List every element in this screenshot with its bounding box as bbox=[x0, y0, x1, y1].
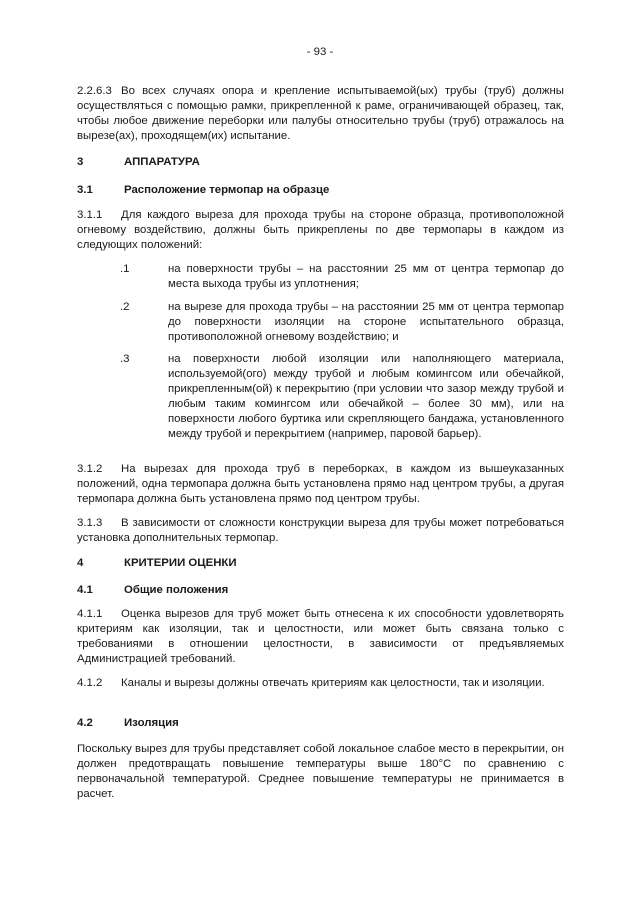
paragraph-text: На вырезах для прохода труб в переборках, в каждом из вышеуказанных положений, одна термопара должна быть установлена прямо над центром трубы, а другая термопара должна быть установлена прямо под центром трубы. bbox=[77, 463, 564, 505]
list-item-text: на поверхности трубы – на расстоянии 25 мм от центра термопар до места выхода трубы из уплотнения; bbox=[168, 263, 564, 290]
section-title: Общие положения bbox=[124, 584, 229, 596]
section-3-heading bbox=[77, 155, 564, 170]
paragraph-number: 3.1.1 bbox=[77, 209, 103, 221]
paragraph-text: Поскольку вырез для трубы представляет собой локальное слабое место в перекрытии, он должен предотвращать повышение температуры выше 180°C по сравнению с первоначальной температурой. Среднее повышение температуры не принимается в расчет. bbox=[77, 743, 564, 800]
paragraph-text: Оценка вырезов для труб может быть отнесена к их способности удовлетворять критериям как изоляции, так и целостности, или может быть связана только с требованиями в отношении целостности, в зависимости от предъявляемых Администрацией требований. bbox=[77, 608, 564, 665]
paragraph-text: Каналы и вырезы должны отвечать критериям как целостности, так и изоляции. bbox=[121, 677, 545, 689]
list-item-number: .1 bbox=[120, 263, 130, 275]
section-4-2-heading bbox=[77, 716, 564, 731]
section-number: 3 bbox=[77, 156, 84, 168]
paragraph-number: 4.1.2 bbox=[77, 677, 103, 689]
section-4-1-heading bbox=[77, 583, 564, 598]
section-number: 3.1 bbox=[77, 184, 93, 196]
list-item bbox=[120, 262, 564, 292]
page-number: - 93 - bbox=[306, 46, 334, 58]
list-item bbox=[120, 300, 564, 345]
paragraph-number: 4.1.1 bbox=[77, 608, 103, 620]
list-item-number: .2 bbox=[120, 301, 130, 313]
paragraph-4-1-1 bbox=[77, 607, 564, 667]
paragraph-number: 2.2.6.3 bbox=[77, 85, 112, 97]
section-4-heading bbox=[77, 556, 564, 571]
paragraph-3-1-1 bbox=[77, 208, 564, 253]
paragraph-3-1-2 bbox=[77, 462, 564, 507]
list-item-text: на поверхности любой изоляции или наполняющего материала, используемой(ого) между трубой и любым комингсом или обечайкой, прикрепленным(ой) к перекрытию (при условии что зазор между трубой и любым таким комингсом или обечайкой – более 30 мм), или на поверхности любого буртика или скрепляющего бандажа, установленного между трубой и перекрытием (например, паровой барьер). bbox=[168, 353, 564, 440]
section-title: КРИТЕРИИ ОЦЕНКИ bbox=[124, 557, 237, 569]
paragraph-4-1-2 bbox=[77, 676, 564, 691]
paragraph-3-1-3 bbox=[77, 516, 564, 546]
section-title: АППАРАТУРА bbox=[124, 156, 200, 168]
paragraph-text: Для каждого выреза для прохода трубы на стороне образца, противоположной огневому воздействию, должны быть прикреплены по две термопары в каждом из следующих положений: bbox=[77, 209, 564, 251]
paragraph-number: 3.1.3 bbox=[77, 517, 103, 529]
paragraph-4-2 bbox=[77, 742, 564, 802]
section-number: 4 bbox=[77, 557, 84, 569]
paragraph-number: 3.1.2 bbox=[77, 463, 103, 475]
paragraph-text: В зависимости от сложности конструкции выреза для трубы может потребоваться установка дополнительных термопар. bbox=[77, 517, 564, 544]
paragraph-2-2-6-3 bbox=[77, 84, 564, 144]
paragraph-text: Во всех случаях опора и крепление испытываемой(ых) трубы (труб) должны осуществляться с помощью рамки, прикрепленной к раме, ограничивающей образец, так, чтобы любое движение переборки или палубы относительно трубы (труб) отражалось на вырезе(ах), проходящем(их) испытание. bbox=[77, 85, 564, 142]
section-number: 4.1 bbox=[77, 584, 93, 596]
section-3-1-heading bbox=[77, 183, 564, 198]
list-item bbox=[120, 352, 564, 442]
section-number: 4.2 bbox=[77, 717, 93, 729]
section-title: Изоляция bbox=[124, 717, 179, 729]
list-item-text: на вырезе для прохода трубы – на расстоянии 25 мм от центра термопар до поверхности изоляции на стороне испытательного образца, противоположной огневому воздействию; и bbox=[168, 301, 564, 343]
list-item-number: .3 bbox=[120, 353, 130, 365]
section-title: Расположение термопар на образце bbox=[124, 184, 330, 196]
